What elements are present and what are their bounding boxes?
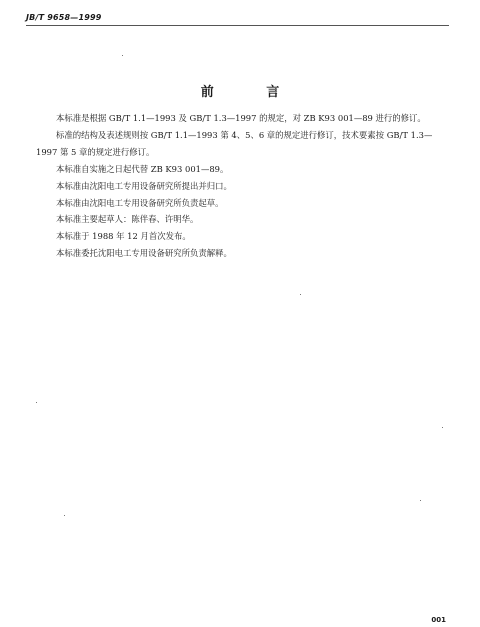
paragraph-line: 本标准由沈阳电工专用设备研究所负责起草。 xyxy=(56,198,224,208)
scan-speck xyxy=(420,500,421,501)
paragraph-line: 本标准于 1988 年 12 月首次发布。 xyxy=(56,231,191,241)
paragraph-line: 本标准是根据 GB/T 1.1—1993 及 GB/T 1.3—1997 的规定，对 ZB K93 001—89 进行的修订。 xyxy=(56,113,426,123)
page-title: 前 言 xyxy=(200,85,304,100)
scan-speck xyxy=(300,294,301,295)
paragraph-line: 本标准委托沈阳电工专用设备研究所负责解释。 xyxy=(56,248,232,258)
scan-speck xyxy=(122,55,123,56)
paragraph-line: 本标准由沈阳电工专用设备研究所提出并归口。 xyxy=(56,181,232,191)
scan-speck xyxy=(36,402,37,403)
header-standard-code: JB/T 9658—1999 xyxy=(26,13,102,22)
paragraph-line: 本标准主要起草人：陈伴春、许明华。 xyxy=(56,214,199,224)
paragraph-line: 1997 第 5 章的规定进行修订。 xyxy=(36,147,155,157)
scan-speck xyxy=(442,427,443,428)
scan-speck xyxy=(64,515,65,516)
paragraph-line: 标准的结构及表述规则按 GB/T 1.1—1993 第 4、5、6 章的规定进行修订，技术要素按 GB/T 1.3— xyxy=(56,130,433,140)
paragraph-line: 本标准自实施之日起代替 ZB K93 001—89。 xyxy=(56,164,229,174)
page-number: 001 xyxy=(431,616,446,624)
header-rule xyxy=(26,25,449,26)
